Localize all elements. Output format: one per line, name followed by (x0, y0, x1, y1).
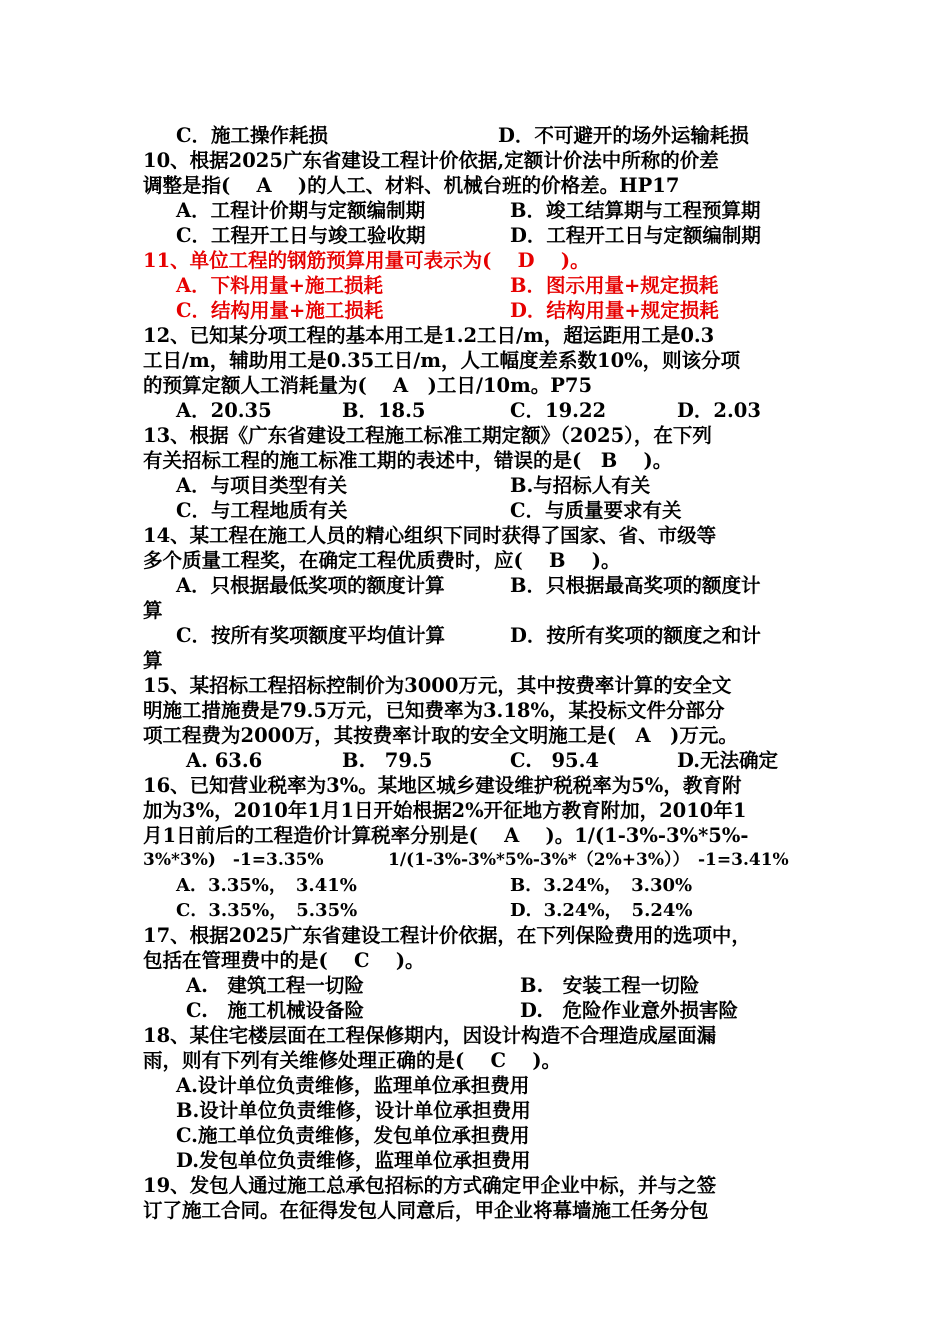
option-b: B. 79.5 (342, 749, 433, 772)
option-c: C．3.35%， 5.35% (176, 900, 358, 921)
option-c: C. 95.4 (510, 749, 599, 772)
option-a: A. 建筑工程一切险 (186, 974, 364, 997)
question-19-line-1: 19、发包人通过施工总承包招标的方式确定甲企业中标，并与之签 (143, 1174, 717, 1197)
option-a: A．下料用量+施工损耗 (176, 274, 383, 297)
option-d: D．工程开工日与定额编制期 (510, 224, 761, 247)
option-a: A．工程计价期与定额编制期 (176, 199, 426, 222)
option-d: D．结构用量+规定损耗 (510, 299, 719, 322)
question-18-line-1: 18、某住宅楼层面在工程保修期内，因设计构造不合理造成屋面漏 (143, 1024, 717, 1047)
option-b: B.设计单位负责维修，设计单位承担费用 (176, 1099, 531, 1122)
question-13-line-1: 13、根据《广东省建设工程施工标准工期定额》（2025），在下列 (143, 424, 712, 447)
option-d: D. 危险作业意外损害险 (520, 999, 739, 1022)
option-c: C．与工程地质有关 (176, 499, 348, 522)
option-c: C．按所有奖项额度平均值计算 (176, 624, 446, 647)
question-14-line-2: 多个质量工程奖，在确定工程优质费时，应( B )。 (143, 549, 621, 572)
option-d: D.发包单位负责维修，监理单位承担费用 (176, 1149, 531, 1172)
question-14-line-1: 14、某工程在施工人员的精心组织下同时获得了国家、省、市级等 (143, 524, 717, 547)
option-b: B．竣工结算期与工程预算期 (510, 199, 761, 222)
option-line (186, 748, 779, 773)
option-c: C．施工操作耗损 (176, 124, 329, 147)
option-line (186, 973, 700, 998)
option-line (176, 398, 761, 423)
option-line (186, 998, 739, 1023)
option-a: A.设计单位负责维修，监理单位承担费用 (176, 1074, 530, 1097)
question-12-line-1: 12、已知某分项工程的基本用工是1.2工日/m，超运距用工是0.3 (143, 324, 715, 347)
option-line (176, 273, 719, 298)
option-b: B．3.24%， 3.30% (510, 875, 693, 896)
question-16-line-4 (143, 848, 789, 873)
question-15-line-1: 15、某招标工程招标控制价为3000万元，其中按费率计算的安全文 (143, 674, 732, 697)
question-11-line-1: 11、单位工程的钢筋预算用量可表示为( D )。 (143, 249, 590, 272)
option-b: B. 安装工程一切险 (520, 974, 700, 997)
question-16-line-1: 16、已知营业税率为3%。某地区城乡建设维护税税率为5%，教育附 (143, 774, 742, 797)
option-line (176, 123, 749, 148)
question-18-line-2: 雨，则有下列有关维修处理正确的是( C )。 (143, 1049, 562, 1072)
option-d: D．2.03 (677, 399, 761, 422)
question-16-line-3: 月1日前后的工程造价计算税率分别是( A )。1/(1-3%-3%*5%- (143, 824, 749, 847)
option-a: A. 63.6 (186, 749, 263, 772)
option-c: C．结构用量+施工损耗 (176, 299, 384, 322)
option-a: A．20.35 (176, 399, 272, 422)
option-b: B．只根据最高奖项的额度计 (510, 574, 761, 597)
option-line (176, 623, 761, 648)
question-17-line-1: 17、根据2025广东省建设工程计价依据，在下列保险费用的选项中， (143, 924, 751, 947)
formula-after: 1/(1-3%-3%*5%-3%*（2%+3%）） -1=3.41% (388, 850, 789, 870)
option-c: C.施工单位负责维修，发包单位承担费用 (176, 1124, 530, 1147)
option-line (176, 298, 719, 323)
option-d: C．与质量要求有关 (510, 499, 682, 522)
option-d: D．按所有奖项的额度之和计 (510, 624, 761, 647)
option-wrap: 算 (143, 649, 163, 672)
option-a: A．只根据最低奖项的额度计算 (176, 574, 445, 597)
question-16-line-2: 加为3%，2010年1月1日开始根据2%开征地方教育附加，2010年1 (143, 799, 747, 822)
question-15-line-2: 明施工措施费是79.5万元，已知费率为3.18%，某投标文件分部分 (143, 699, 725, 722)
option-c: C．19.22 (510, 399, 607, 422)
question-10-line-2: 调整是指( A )的人工、材料、机械台班的价格差。HP17 (143, 174, 680, 197)
question-12-line-3: 的预算定额人工消耗量为( A )工日/10m。P75 (143, 374, 593, 397)
question-15-line-3: 项工程费为2000万，其按费率计取的安全文明施工是( A )万元。 (143, 724, 738, 747)
question-12-line-2: 工日/m，辅助用工是0.35工日/m，人工幅度差系数10%，则该分项 (143, 349, 741, 372)
option-d: D.无法确定 (677, 749, 779, 772)
option-line (176, 223, 761, 248)
option-line (176, 873, 693, 898)
option-b: B．图示用量+规定损耗 (510, 274, 719, 297)
option-d: D．3.24%， 5.24% (510, 900, 693, 921)
option-line (176, 473, 651, 498)
option-c: C. 施工机械设备险 (186, 999, 364, 1022)
question-17-line-2: 包括在管理费中的是( C )。 (143, 949, 425, 972)
option-line (176, 498, 682, 523)
question-10-line-1: 10、根据2025广东省建设工程计价依据,定额计价法中所称的价差 (143, 149, 719, 172)
option-wrap: 算 (143, 599, 163, 622)
formula-before: 3%*3%) -1=3.35% (143, 850, 324, 870)
question-19-line-2: 订了施工合同。在征得发包人同意后，甲企业将幕墙施工任务分包 (143, 1199, 709, 1222)
option-line (176, 573, 761, 598)
question-13-line-2: 有关招标工程的施工标准工期的表述中，错误的是( B )。 (143, 449, 673, 472)
option-b: B.与招标人有关 (510, 474, 651, 497)
option-d: D．不可避开的场外运输耗损 (498, 124, 749, 147)
option-a: A．3.35%， 3.41% (176, 875, 357, 896)
option-line (176, 898, 693, 923)
option-c: C．工程开工日与竣工验收期 (176, 224, 426, 247)
option-line (176, 198, 761, 223)
option-b: B．18.5 (342, 399, 426, 422)
option-a: A．与项目类型有关 (176, 474, 348, 497)
